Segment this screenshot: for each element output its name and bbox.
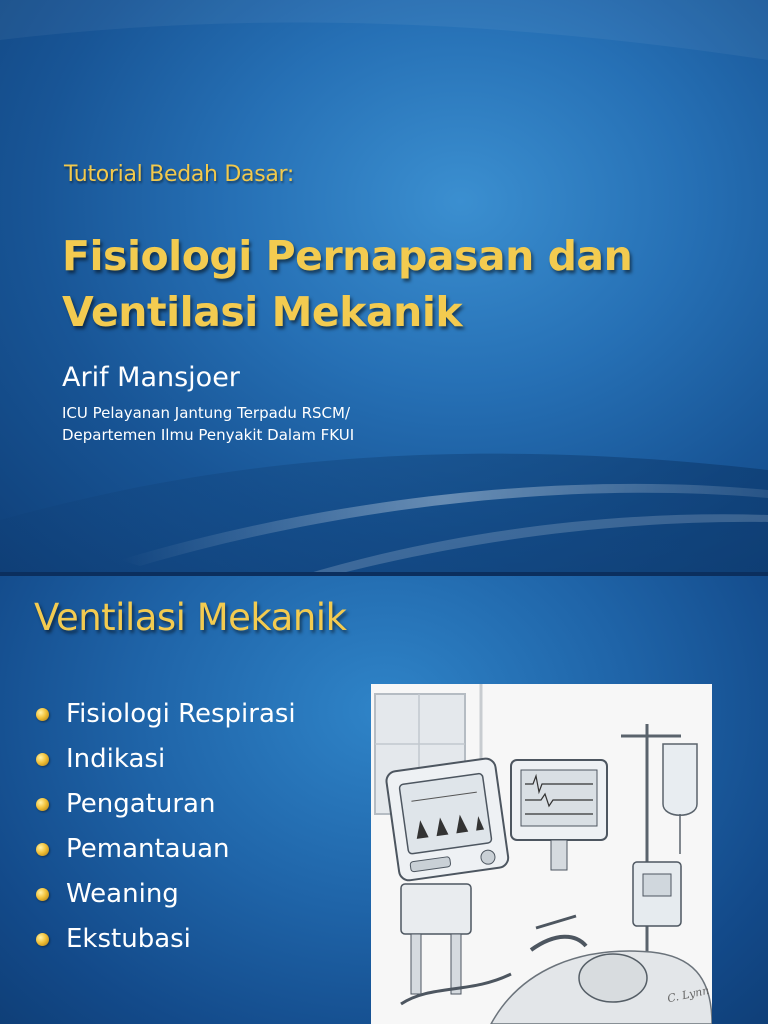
bullet-list (34, 694, 296, 964)
list-item (34, 694, 296, 739)
ventilator-drawing-icon (371, 684, 712, 1024)
slide-subtitle: Tutorial Bedah Dasar: (64, 162, 295, 187)
ventilator-illustration (371, 684, 712, 1024)
title-line-2: Ventilasi Mekanik (62, 288, 463, 336)
bullet-icon (36, 753, 49, 766)
bullet-icon (36, 798, 49, 811)
title-line-1: Fisiologi Pernapasan dan (62, 232, 633, 280)
slide-title (62, 228, 632, 340)
affiliation-line-2: Departemen Ilmu Penyakit Dalam FKUI (62, 426, 355, 444)
content-slide (0, 576, 768, 1024)
bullet-icon (36, 933, 49, 946)
author-affiliation (62, 402, 354, 446)
list-item (34, 874, 296, 919)
list-item-label: Fisiologi Respirasi (66, 699, 296, 729)
list-item-label: Ekstubasi (66, 924, 191, 954)
slide-title: Ventilasi Mekanik (34, 596, 347, 639)
list-item (34, 829, 296, 874)
affiliation-line-1: ICU Pelayanan Jantung Terpadu RSCM/ (62, 404, 351, 422)
author-name: Arif Mansjoer (62, 362, 240, 393)
list-item-label: Pengaturan (66, 789, 216, 819)
bullet-icon (36, 843, 49, 856)
list-item-label: Weaning (66, 879, 179, 909)
list-item (34, 919, 296, 964)
list-item (34, 739, 296, 784)
list-item-label: Indikasi (66, 744, 166, 774)
bullet-icon (36, 888, 49, 901)
bullet-icon (36, 708, 49, 721)
list-item (34, 784, 296, 829)
illustration-signature: C. Lynn (666, 983, 711, 1006)
list-item-label: Pemantauan (66, 834, 230, 864)
